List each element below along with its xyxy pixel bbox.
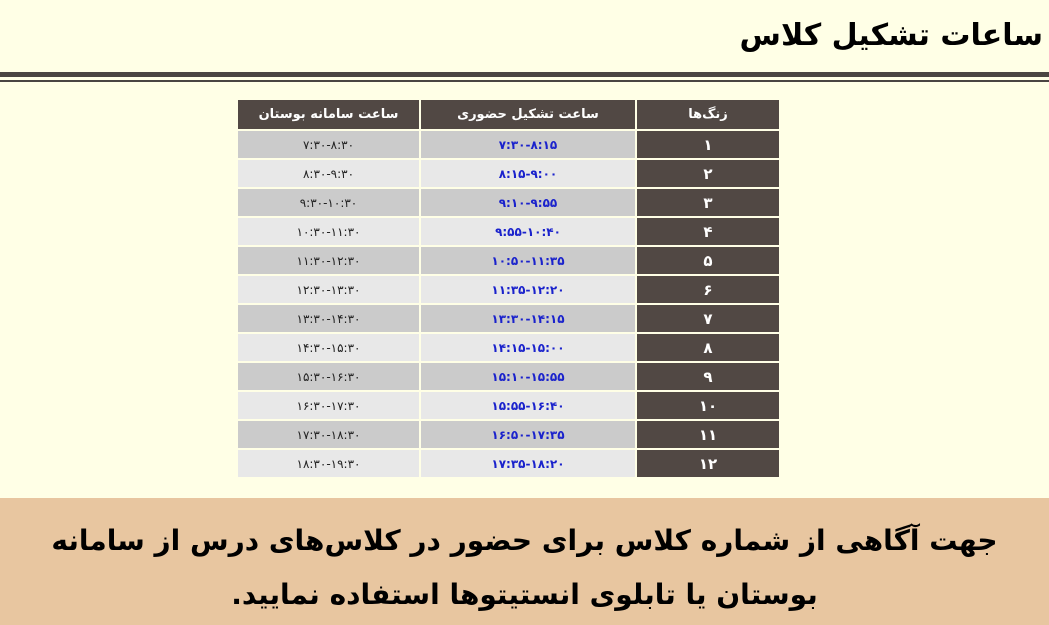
in-person-time-cell: ۹:۱۰-۹:۵۵ xyxy=(420,188,636,217)
in-person-time-cell: ۱۶:۵۰-۱۷:۳۵ xyxy=(420,420,636,449)
header-in-person: ساعت تشکیل حضوری xyxy=(420,99,636,130)
bell-cell: ۱ xyxy=(636,130,780,159)
in-person-time-cell: ۱۱:۳۵-۱۲:۲۰ xyxy=(420,275,636,304)
table-row xyxy=(237,449,780,478)
title-divider-thick xyxy=(0,72,1049,77)
header-bell: زنگ‌ها xyxy=(636,99,780,130)
bell-cell: ۲ xyxy=(636,159,780,188)
bustan-time-cell: ۱۳:۳۰-۱۴:۳۰ xyxy=(237,304,420,333)
bustan-time-cell: ۱۷:۳۰-۱۸:۳۰ xyxy=(237,420,420,449)
notice-banner: جهت آگاهی از شماره کلاس برای حضور در کلاس‌های درس از سامانه بوستان یا تابلوی انستیتوها استفاده نمایید. xyxy=(0,498,1049,625)
header-bustan: ساعت سامانه بوستان xyxy=(237,99,420,130)
bell-cell: ۱۱ xyxy=(636,420,780,449)
table-header-row xyxy=(237,99,780,130)
bustan-time-cell: ۱۲:۳۰-۱۳:۳۰ xyxy=(237,275,420,304)
bell-cell: ۸ xyxy=(636,333,780,362)
table-row xyxy=(237,275,780,304)
in-person-time-cell: ۷:۳۰-۸:۱۵ xyxy=(420,130,636,159)
bell-cell: ۳ xyxy=(636,188,780,217)
table-row xyxy=(237,391,780,420)
table-row xyxy=(237,217,780,246)
table-row xyxy=(237,362,780,391)
table-row xyxy=(237,333,780,362)
in-person-time-cell: ۹:۵۵-۱۰:۴۰ xyxy=(420,217,636,246)
bustan-time-cell: ۱۶:۳۰-۱۷:۳۰ xyxy=(237,391,420,420)
bustan-time-cell: ۱۴:۳۰-۱۵:۳۰ xyxy=(237,333,420,362)
class-schedule-table xyxy=(236,98,781,479)
bustan-time-cell: ۹:۳۰-۱۰:۳۰ xyxy=(237,188,420,217)
table-row xyxy=(237,130,780,159)
bustan-time-cell: ۸:۳۰-۹:۳۰ xyxy=(237,159,420,188)
bell-cell: ۴ xyxy=(636,217,780,246)
bell-cell: ۷ xyxy=(636,304,780,333)
bustan-time-cell: ۱۸:۳۰-۱۹:۳۰ xyxy=(237,449,420,478)
table-row xyxy=(237,188,780,217)
bell-cell: ۶ xyxy=(636,275,780,304)
title-divider-thin xyxy=(0,80,1049,82)
page-title: ساعات تشکیل کلاس xyxy=(739,18,1043,53)
table-row xyxy=(237,420,780,449)
in-person-time-cell: ۱۰:۵۰-۱۱:۳۵ xyxy=(420,246,636,275)
table-row xyxy=(237,159,780,188)
bustan-time-cell: ۱۰:۳۰-۱۱:۳۰ xyxy=(237,217,420,246)
bell-cell: ۱۲ xyxy=(636,449,780,478)
in-person-time-cell: ۱۵:۱۰-۱۵:۵۵ xyxy=(420,362,636,391)
table-row xyxy=(237,246,780,275)
in-person-time-cell: ۱۴:۱۵-۱۵:۰۰ xyxy=(420,333,636,362)
bustan-time-cell: ۱۱:۳۰-۱۲:۳۰ xyxy=(237,246,420,275)
bell-cell: ۱۰ xyxy=(636,391,780,420)
in-person-time-cell: ۱۳:۳۰-۱۴:۱۵ xyxy=(420,304,636,333)
in-person-time-cell: ۱۷:۳۵-۱۸:۲۰ xyxy=(420,449,636,478)
bustan-time-cell: ۷:۳۰-۸:۳۰ xyxy=(237,130,420,159)
bustan-time-cell: ۱۵:۳۰-۱۶:۳۰ xyxy=(237,362,420,391)
in-person-time-cell: ۱۵:۵۵-۱۶:۴۰ xyxy=(420,391,636,420)
in-person-time-cell: ۸:۱۵-۹:۰۰ xyxy=(420,159,636,188)
table-row xyxy=(237,304,780,333)
bell-cell: ۵ xyxy=(636,246,780,275)
bell-cell: ۹ xyxy=(636,362,780,391)
